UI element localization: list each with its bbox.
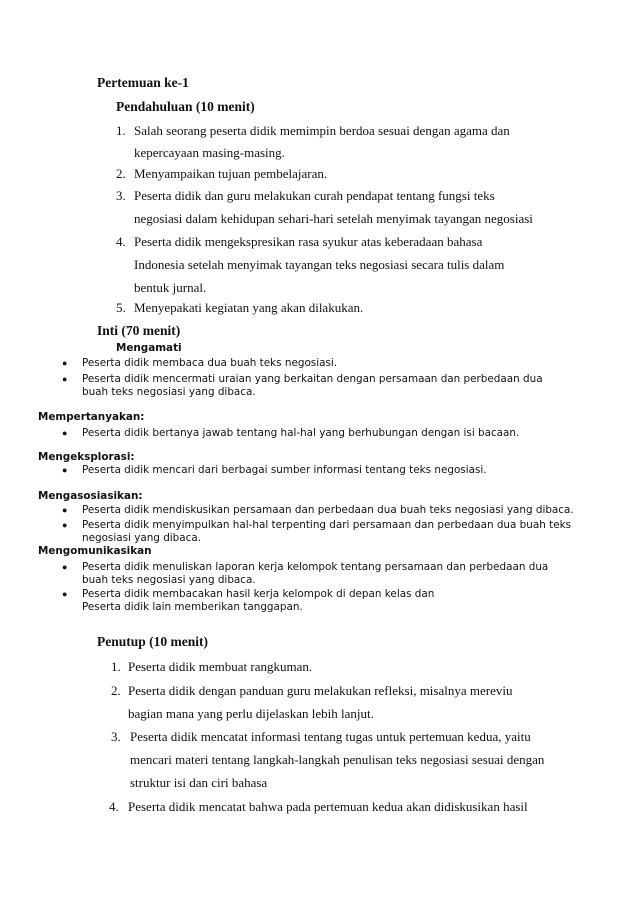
list-item-line: Salah seorang peserta didik memimpin berdoa sesuai dengan agama dan xyxy=(134,123,510,138)
bullet-icon: ● xyxy=(62,562,68,572)
list-item-line: Indonesia setelah menyimak tayangan teks negosiasi secara tulis dalam xyxy=(134,257,505,272)
list-item-line: Peserta didik mencatat informasi tentang tugas untuk pertemuan kedua, yaitu xyxy=(130,729,531,744)
list-item-line: Peserta didik dengan panduan guru melakukan refleksi, misalnya mereviu xyxy=(128,683,513,698)
list-number: 4. xyxy=(116,234,126,249)
bullet-item-line: Peserta didik bertanya jawab tentang hal-hal yang berhubungan dengan isi bacaan. xyxy=(82,427,520,439)
bullet-icon: ● xyxy=(62,358,68,368)
inti-heading: Inti (70 menit) xyxy=(97,323,181,338)
bullet-item-line: Peserta didik mencermati uraian yang berkaitan dengan persamaan dan perbedaan dua xyxy=(82,373,543,385)
list-number: 1. xyxy=(116,123,126,138)
bullet-item-line: negosiasi yang dibaca. xyxy=(82,532,202,544)
list-number: 2. xyxy=(116,166,126,181)
bullet-item-line: Peserta didik mencari dari berbagai sumber informasi tentang teks negosiasi. xyxy=(82,464,487,476)
bullet-icon: ● xyxy=(62,505,68,515)
list-item-line: Menyepakati kegiatan yang akan dilakukan. xyxy=(134,300,364,315)
list-number: 4. xyxy=(109,799,119,814)
list-number: 3. xyxy=(116,188,126,203)
mempertanyakan-heading: Mempertanyakan: xyxy=(38,411,145,423)
list-item-line: Peserta didik mengekspresikan rasa syukur atas keberadaan bahasa xyxy=(134,234,483,249)
bullet-item-line: buah teks negosiasi yang dibaca. xyxy=(82,574,256,586)
bullet-icon: ● xyxy=(62,520,68,530)
bullet-item-line: buah teks negosiasi yang dibaca. xyxy=(82,386,256,398)
bullet-icon: ● xyxy=(62,374,68,384)
penutup-heading: Penutup (10 menit) xyxy=(97,634,208,649)
mengeksplorasi-heading: Mengeksplorasi: xyxy=(38,451,135,463)
bullet-item-line: Peserta didik menyimpulkan hal-hal terpenting dari persamaan dan perbedaan dua buah teks xyxy=(82,519,572,531)
pendahuluan-heading: Pendahuluan (10 menit) xyxy=(116,99,255,114)
list-item-line: negosiasi dalam kehidupan sehari-hari setelah menyimak tayangan negosiasi xyxy=(134,211,533,226)
list-number: 5. xyxy=(116,300,126,315)
list-item-line: kepercayaan masing-masing. xyxy=(134,145,285,160)
list-item-line: Peserta didik dan guru melakukan curah pendapat tentang fungsi teks xyxy=(134,188,495,203)
bullet-item-line: Peserta didik mendiskusikan persamaan dan perbedaan dua buah teks negosiasi yang dibaca. xyxy=(82,504,574,516)
bullet-icon: ● xyxy=(62,589,68,599)
list-item-line: Peserta didik mencatat bahwa pada pertemuan kedua akan didiskusikan hasil xyxy=(128,799,528,814)
list-number: 2. xyxy=(111,683,121,698)
list-item-line: bagian mana yang perlu dijelaskan lebih lanjut. xyxy=(128,706,374,721)
list-item-line: Peserta didik membuat rangkuman. xyxy=(128,659,313,674)
mengamati-heading: Mengamati xyxy=(116,342,182,354)
list-item-line: Menyampaikan tujuan pembelajaran. xyxy=(134,166,328,181)
list-item-line: bentuk jurnal. xyxy=(134,280,207,295)
list-item-line: mencari materi tentang langkah-langkah penulisan teks negosiasi sesuai dengan xyxy=(130,752,545,767)
list-number: 3. xyxy=(111,729,121,744)
bullet-icon: ● xyxy=(62,428,68,438)
mengomunikasikan-heading: Mengomunikasikan xyxy=(38,545,152,557)
bullet-item-line: Peserta didik membacakan hasil kerja kelompok di depan kelas dan xyxy=(82,588,435,600)
meeting-title: Pertemuan ke-1 xyxy=(97,75,189,90)
bullet-item-line: Peserta didik menuliskan laporan kerja kelompok tentang persamaan dan perbedaan dua xyxy=(82,561,549,573)
list-number: 1. xyxy=(111,659,121,674)
list-item-line: struktur isi dan ciri bahasa xyxy=(130,775,268,790)
bullet-icon: ● xyxy=(62,465,68,475)
mengasosiasikan-heading: Mengasosiasikan: xyxy=(38,490,143,502)
bullet-item-line: Peserta didik lain memberikan tanggapan. xyxy=(82,601,303,613)
bullet-item-line: Peserta didik membaca dua buah teks negosiasi. xyxy=(82,357,338,369)
